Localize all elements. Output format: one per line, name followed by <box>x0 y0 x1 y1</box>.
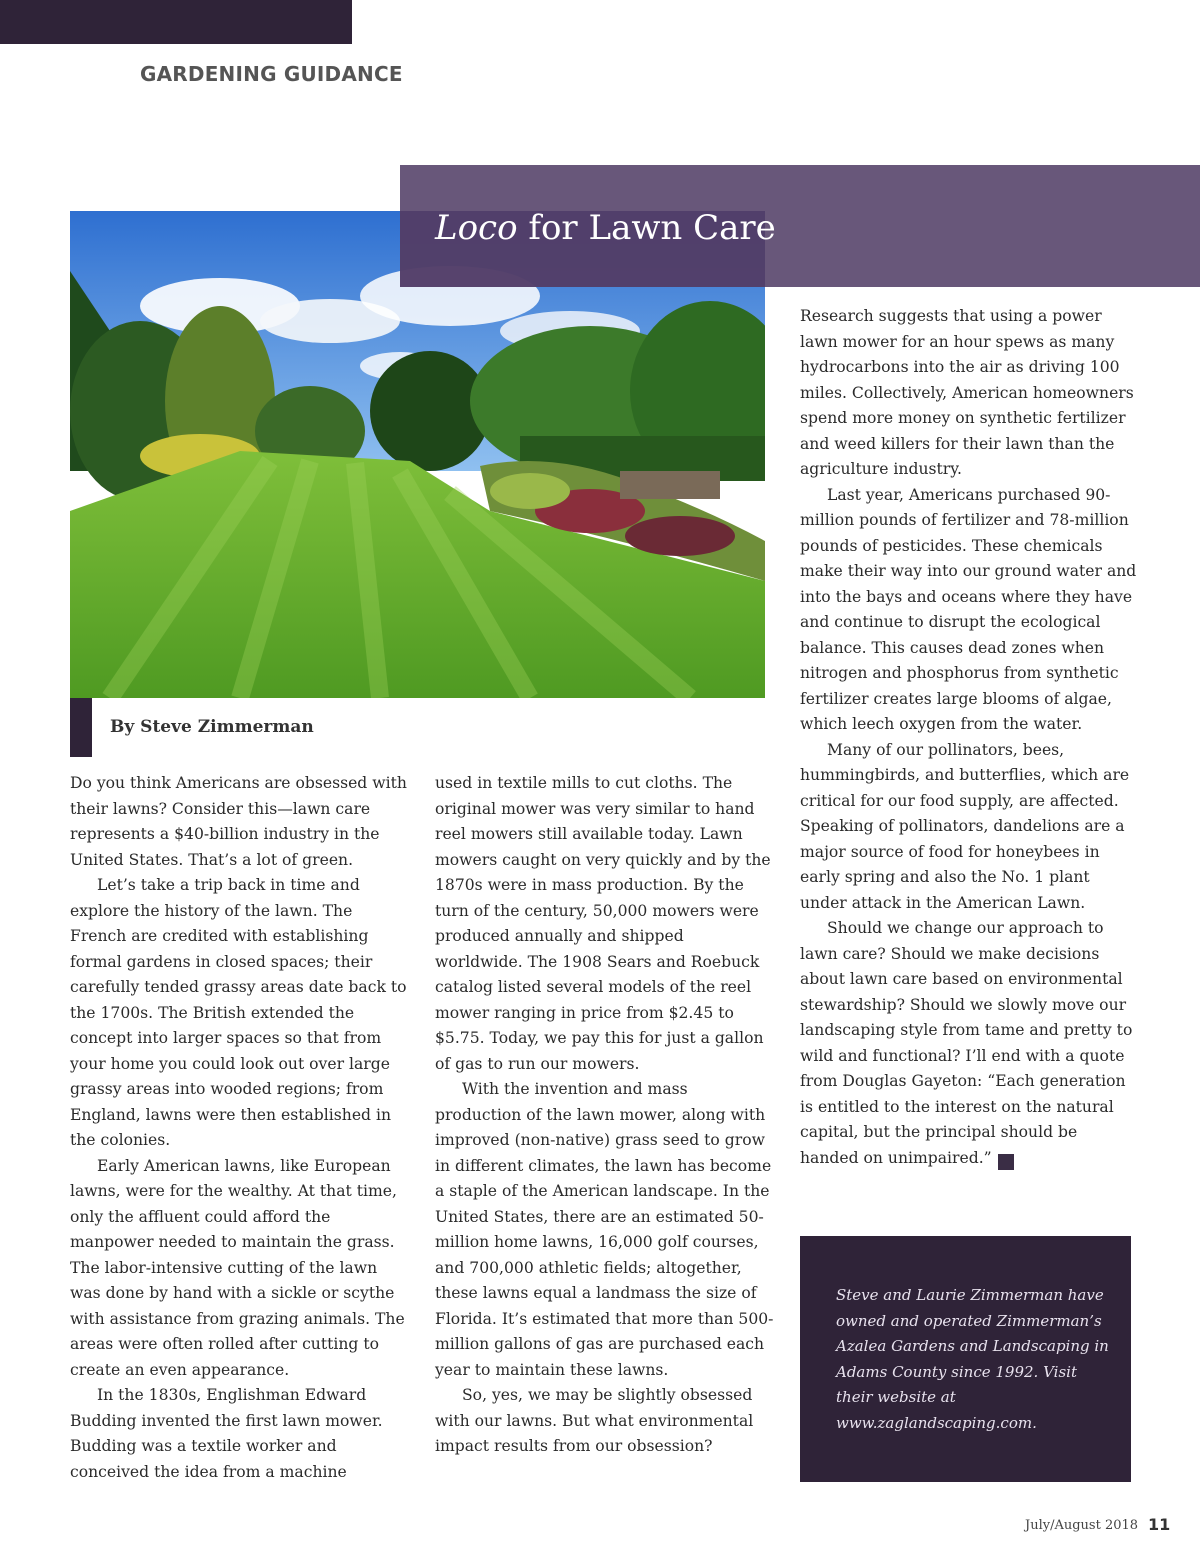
paragraph: Do you think Americans are obsessed with their lawns? Consider this—lawn care represents a $40-billion industry in the United States. That’s a lot of green. <box>70 774 407 869</box>
paragraph: Last year, Americans purchased 90-million pounds of fertilizer and 78-million pounds of pesticides. These chemicals make their way into our ground water and into the bays and oceans where they have and continue to disrupt the ecological balance. This causes dead zones when nitrogen and phosphorus from synthetic fertilizer creates large blooms of algae, which leech oxygen from the water. <box>800 485 1137 733</box>
closing-paragraph-text: Should we change our approach to lawn care? Should we make decisions about lawn care based on environmental stewardship? Should we slowly move our landscaping style from tame and pretty to wild and functional? I’ll end with a quote from Douglas Gayeton: “Each generation is entitled to the interest on the natural capital, but the principal should be handed on unimpaired.” <box>800 919 1133 1167</box>
body-column-2 <box>435 771 775 1460</box>
issue-date: July/August 2018 <box>1025 1518 1139 1533</box>
paragraph: In the 1830s, Englishman Edward Budding invented the first lawn mower. Budding was a textile worker and conceived the idea from a machine <box>70 1386 383 1481</box>
paragraph: Research suggests that using a power lawn mower for an hour spews as many hydrocarbons into the air as driving 100 miles. Collectively, American homeowners spend more money on synthetic fertilizer and weed killers for their lawn than the agriculture industry. <box>800 307 1134 478</box>
top-color-bar <box>0 0 352 44</box>
page-number: 11 <box>1148 1515 1171 1534</box>
body-column-1 <box>70 771 410 1485</box>
author-bio-text: Steve and Laurie Zimmerman have owned and operated Zimmerman’s Azalea Gardens and Landscaping in Adams County since 1992. Visit their website at www.zaglandscaping.com. <box>836 1286 1109 1432</box>
section-label: GARDENING GUIDANCE <box>140 62 403 86</box>
paragraph: Let’s take a trip back in time and explore the history of the lawn. The French are credited with establishing formal gardens in closed spaces; their carefully tended grassy areas date back to the 1700s. The British extended the concept into larger spaces so that from your home you could look out over large grassy areas into wooded regions; from England, lawns were then established in the colonies. <box>70 876 407 1149</box>
body-column-3 <box>800 304 1140 1171</box>
paragraph: With the invention and mass production of the lawn mower, along with improved (non-native) grass seed to grow in different climates, the lawn has become a staple of the American landscape. In the United States, there are an estimated 50-million home lawns, 16,000 golf courses, and 700,000 athletic fields; altogether, these lawns equal a landmass the size of Florida. It’s estimated that more than 500-million gallons of gas are purchased each year to maintain these lawns. <box>435 1080 774 1379</box>
paragraph: So, yes, we may be slightly obsessed with our lawns. But what environmental impact results from our obsession? <box>435 1386 754 1455</box>
byline-bar <box>70 698 92 757</box>
paragraph <box>800 916 1140 1171</box>
end-of-article-icon: G <box>998 1154 1014 1170</box>
paragraph: Early American lawns, like European lawns, were for the wealthy. At that time, only the affluent could afford the manpower needed to maintain the grass. The labor-intensive cutting of the lawn was done by hand with a sickle or scythe with assistance from grazing animals. The areas were often rolled after cutting to create an even appearance. <box>70 1156 405 1379</box>
paragraph: used in textile mills to cut cloths. The original mower was very similar to hand reel mowers still available today. Lawn mowers caught on very quickly and by the 1870s were in mass production. By the turn of the century, 50,000 mowers were produced annually and shipped worldwide. The 1908 Sears and Roebuck catalog listed several models of the reel mower ranging in price from $2.45 to $5.75. Today, we pay this for just a gallon of gas to run our mowers. <box>435 774 771 1073</box>
byline: By Steve Zimmerman <box>110 717 314 737</box>
title-italic: Loco <box>435 208 518 248</box>
article-title <box>435 208 776 248</box>
paragraph: Many of our pollinators, bees, hummingbirds, and butterflies, which are critical for our food supply, are affected. Speaking of pollinators, dandelions are a major source of food for honeybees in early spring and also the No. 1 plant under attack in the American Lawn. <box>800 740 1130 912</box>
title-rest: for Lawn Care <box>517 208 776 248</box>
